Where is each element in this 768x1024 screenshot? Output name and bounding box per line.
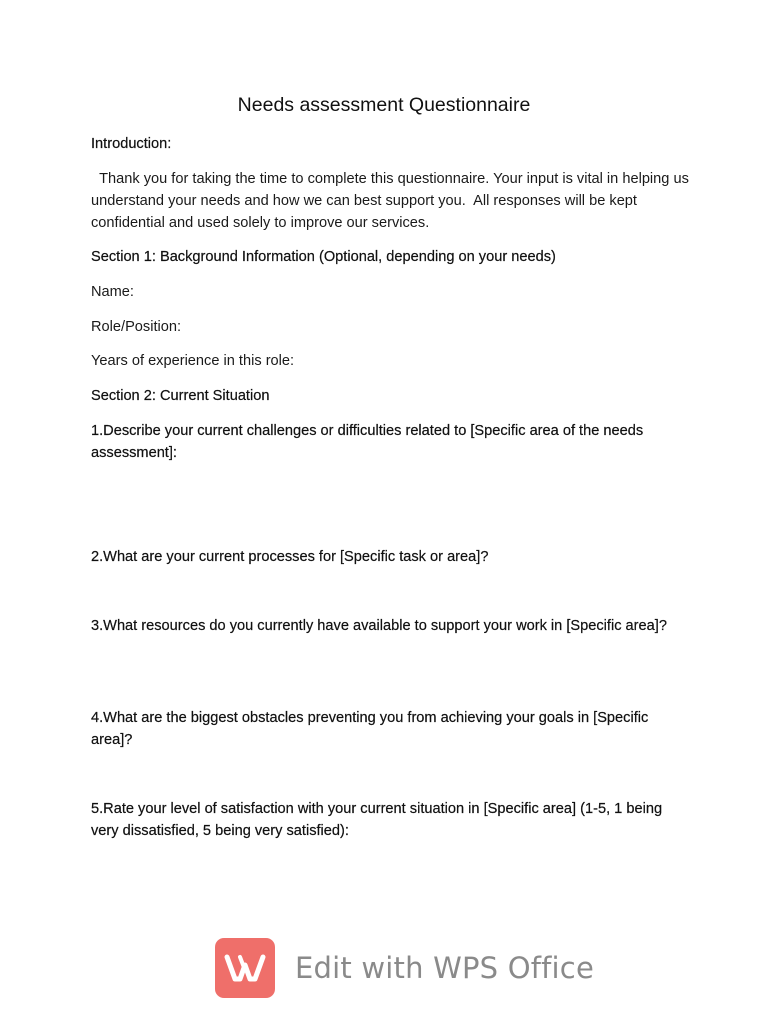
question-2: 2.What are your current processes for [Specific task or area]? (91, 549, 489, 565)
introduction-text: Thank you for taking the time to complete this questionnaire. Your input is vital in helping us understand your needs and how we can best support you. All responses will be kept confidential and used solely to improve our services. (91, 171, 693, 231)
question-5: 5.Rate your level of satisfaction with your current situation in [Specific area] (1-5, 1 being very dissatisfied, 5 being very satisfied): (91, 801, 663, 839)
question-3: 3.What resources do you currently have available to support your work in [Specific area]? (91, 618, 667, 634)
name-field-label: Name: (91, 284, 134, 300)
question-4: 4.What are the biggest obstacles preventing you from achieving your goals in [Specific area]? (91, 710, 649, 748)
edit-with-wps-label: Edit with WPS Office (295, 951, 594, 985)
document-title: Needs assessment Questionnaire (237, 94, 531, 116)
years-experience-field-label: Years of experience in this role: (91, 353, 295, 369)
introduction-heading: Introduction: (91, 136, 172, 152)
wps-office-logo-icon (215, 938, 275, 998)
section2-heading: Section 2: Current Situation (91, 388, 270, 404)
section1-heading: Section 1: Background Information (Optional, depending on your needs) (91, 249, 556, 265)
edit-with-wps-banner[interactable] (215, 936, 594, 1000)
question-1: 1.Describe your current challenges or difficulties related to [Specific area of the needs assessment]: (91, 423, 644, 461)
role-field-label: Role/Position: (91, 319, 182, 335)
